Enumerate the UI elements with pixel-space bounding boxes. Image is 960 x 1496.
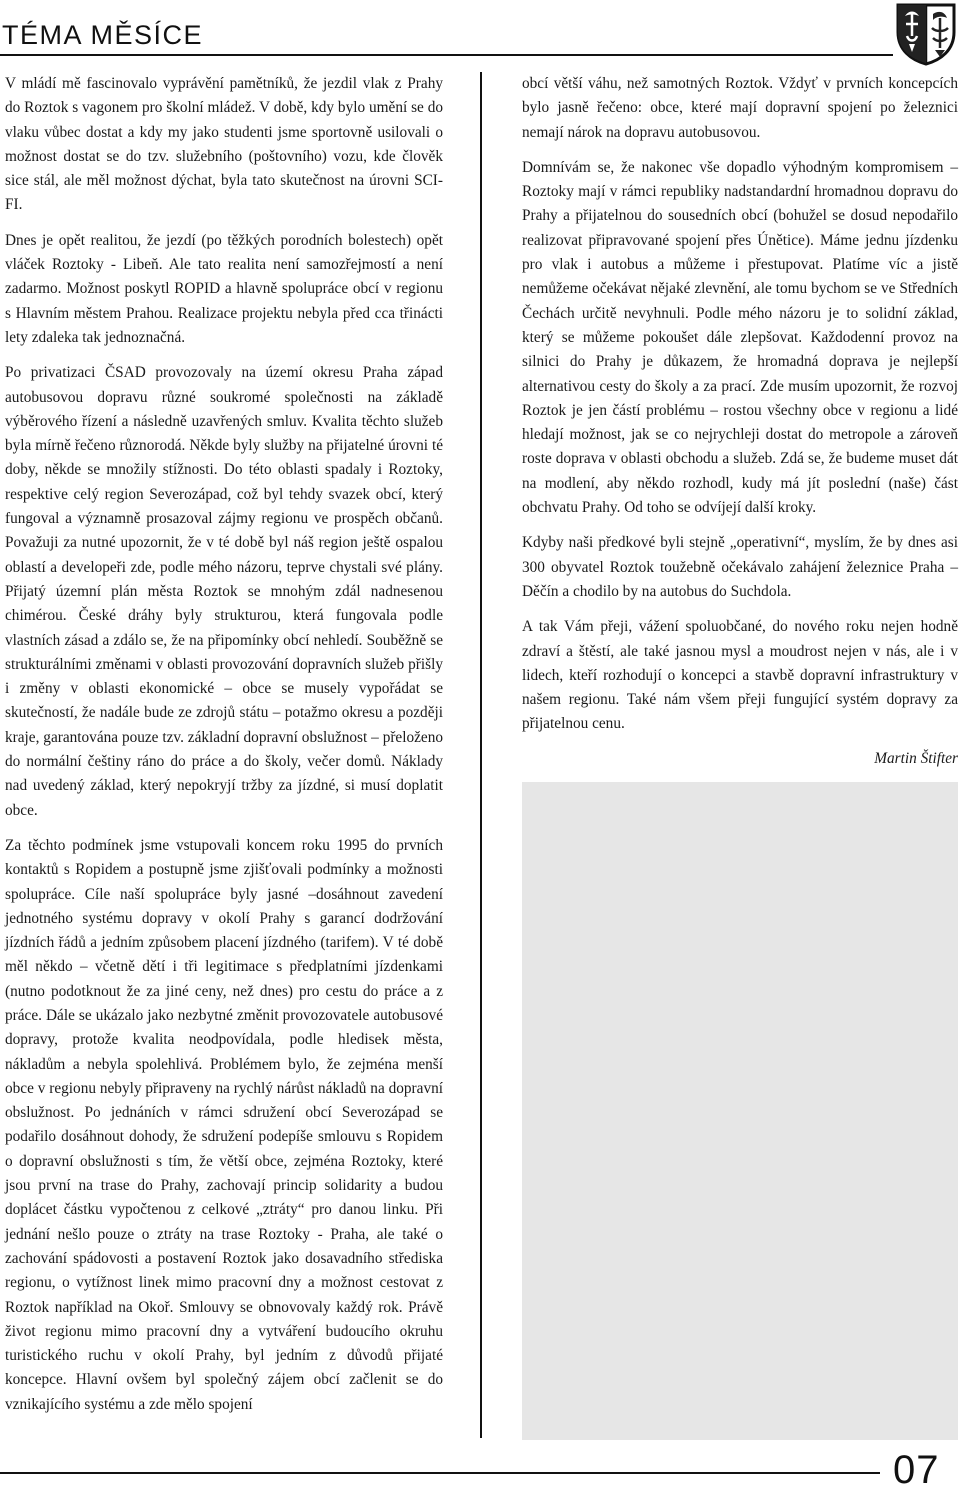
paragraph: V mládí mě fascinovalo vyprávění pamětníků, že jezdil vlak z Prahy do Roztok s vagonem pro školní mládež. V době, kdy bylo umění se do vlaku vůbec dostat a kdy my jako studenti jsme sportovně usilovali o možnost dostat se do tzv. služebního (poštovního) vozu, kde člověk sice stál, ale měl možnost dýchat, byla tato skutečnost na úrovni SCI-FI. (5, 75, 443, 214)
author-signature: Martin Štifter (874, 750, 958, 767)
header-rule (0, 54, 893, 56)
paragraph: Za těchto podmínek jsme vstupovali koncem roku 1995 do prvních kontaktů s Ropidem a postupně jsme zjišťovali podmínky a možnosti spolupráce. Cíle naší spolupráce byly jasné –dosáhnout zavedení jednotného systému dopravy v okolí Prahy s garancí dodržování jízdních řádů a jedním způsobem placení jízdného (tarifem). V té době měl někdo – včetně dětí i tři legitimace s předplatními jízdenkami (nutno podotknout že za jiné ceny, než dnes) pro cestu do práce a z práce. Dále se ukázalo jako nezbytné změnit provozovatele autobusové dopravy, protože kvalita neodpovídala, podle hledisek města, nákladům a nebyla spolehlivá. Problémem bylo, že zejména menší obce v regionu nebyly připraveny na rychlý nárůst nákladů na dopravní obslužnost. Po jednáních v rámci sdružení obcí Severozápad se podařilo dosáhnout dohody, že sdružení podepíše smlouvu s Ropidem o dopravní obslužnosti s tím, že větší obce, zejména Roztoky, které jsou první na trase do Prahy, zachovají princip solidarity a budou doplácet částku vypočtenou z celkové „ztráty“ pro danou linku. Při jednání nešlo pouze o ztráty na trase Roztoky - Praha, ale také o zachování spádovosti a postavení Roztok jako dosavadního střediska regionu, o vytížnost linek mimo pracovní dny a možnost cestovat z Roztok například na Okoř. Smlouvy se obnovovaly každý rok. Právě život regionu mimo pracovní dny a vytváření budoucího okruhu turistického ruchu v okolí Prahy, byl jedním z důvodů přijaté koncepce. Hlavní ovšem byl společný zájem obcí začlenit se do vznikajícího systému a zde mělo spojení (5, 836, 443, 1413)
section-title: TÉMA MĚSÍCE (2, 20, 204, 50)
paragraph: Po privatizaci ČSAD provozovaly na území okresu Praha západ autobusovou dopravu různé soukromé společnosti na základě výběrového řízení a následně uzavřených smluv. Kvalita těchto služeb byla mírně řečeno různorodá. Někde byly služby na přijatelné úrovni té doby, někde se množily stížnosti. Do této oblasti spadaly i Roztoky, respektive celý region Severozápad, což byl tehdy svazek obcí, který fungoval a významně prosazoval zájmy regionu ve prospěch občanů. Považuji za nutné upozornit, že v té době byl náš region ještě ospalou oblastí a developeři zde, podle mého názoru, teprve chystali své plány. Přijatý územní plán města Roztok se mnohým zdál nadnesenou chimérou. České dráhy byly strukturou, která fungovala podle vlastních zásad a zdálo se, že na připomínky obcí nehledí. Souběžně se strukturálními změnami v oblasti provozování dopravních služeb přišly i změny v oblasti ekonomické – obce se musely vypořádat se skutečností, že nadále bude ze zdrojů státu – potažmo okresu a později kraje, garantována pouze tzv. základní dopravní obslužnost – přeloženo do normální češtiny ráno do práce a do školy, večer domů. Náklady nad uvedený základ, který nepokryjí tržby za jízdné, si musí doplatit obce. (5, 364, 443, 819)
article-left-column (5, 72, 443, 1428)
empty-gray-panel (522, 782, 958, 1440)
municipal-coat-of-arms-icon (895, 2, 957, 66)
paragraph: Domnívám se, že nakonec vše dopadlo výhodným kompromisem – Roztoky mají v rámci republiky nadstandardní hromadnou dopravu do Prahy a přijatelnou do sousedních obcí (bohužel se dosud nepodařilo realizovat připravované spojení přes Únětice). Máme jednu jízdenku pro vlak i autobus a můžeme i přestupovat. Platíme víc a jistě nemůžeme očekávat nějaké zlevnění, ale tomu bychom se ve Středních Čechách určitě nevyhnuli. Podle mého názoru je to solidní základ, který se můžeme pokoušet dále zlepšovat. Každodenní provoz na silnici do Prahy je důkazem, že hromadná doprava je nejlepší alternativou cesty do školy a za prací. Zde musím upozornit, že rozvoj Roztok je jen částí problému – rostou všechny obce v regionu a lidé hledají možnost, jak se co nejrychleji dostat do metropole a zároveň roste doprava v oblasti obchodu a služeb. Zdá se, že budeme muset dát na modlení, aby někdo rozhodl, kudy má jít poslední (naše) část obchvatu Prahy. Od toho se odvíjejí další kroky. (522, 158, 958, 517)
column-divider (480, 72, 482, 1438)
footer-rule (0, 1472, 880, 1474)
paragraph: A tak Vám přeji, vážení spoluobčané, do nového roku nejen hodně zdraví a štěstí, ale také jasnou mysl a moudrost nejen v nás, ale i v lidech, kteří rozhodují o koncepci a stavbě dopravní infrastruktury v našem regionu. Také nám všem přeji fungující systém dopravy za přijatelnou cenu. (522, 618, 958, 733)
paragraph: Dnes je opět realitou, že jezdí (po těžkých porodních bolestech) opět vláček Roztoky - Libeň. Ale tato realita není samozřejmostí a není zadarmo. Možnost poskytl ROPID a hlavně spolupráce obcí v regionu s Hlavním městem Prahou. Realizace projektu nebyla před cca třinácti lety zdaleka tak jednoznačná. (5, 231, 443, 346)
paragraph: obcí větší váhu, než samotných Roztok. Vždyť v prvních koncepcích bylo jasně řečeno: obce, které mají dopravní spojení po železnici nemají nárok na dopravu autobusovou. (522, 75, 958, 141)
article-right-column (522, 72, 958, 748)
page-number: 07 (893, 1448, 940, 1492)
paragraph: Kdyby naši předkové byli stejně „operativní“, myslím, že by dnes asi 300 obyvatel Roztok toužebně očekávalo zahájení železnice Praha – Děčín a chodilo by na autobus do Suchdola. (522, 534, 958, 600)
